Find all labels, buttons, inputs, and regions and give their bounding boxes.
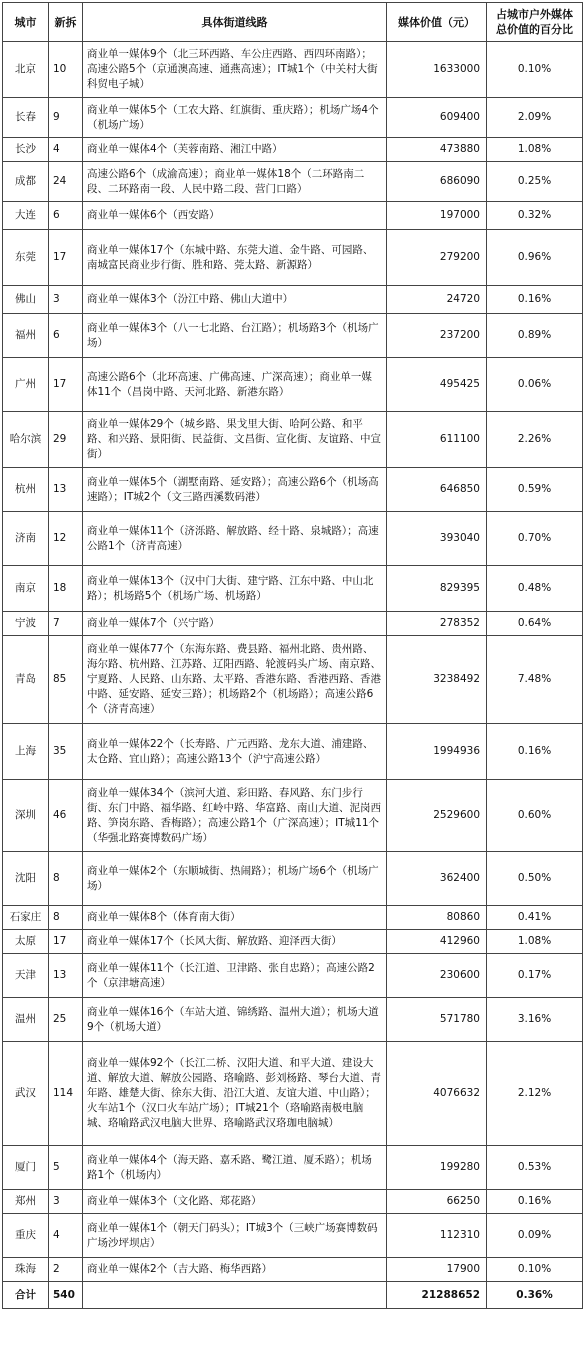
- percentage-cell: 0.59%: [487, 468, 583, 512]
- table-row: [3, 286, 583, 314]
- total-value: 21288652: [387, 1282, 487, 1309]
- header-pct: 占城市户外媒体总价值的百分比: [487, 3, 583, 42]
- table-row: [3, 202, 583, 230]
- new-count-cell: 85: [49, 636, 83, 724]
- city-cell: 南京: [3, 566, 49, 612]
- table-row: [3, 612, 583, 636]
- new-count-cell: 29: [49, 412, 83, 468]
- table-row: [3, 954, 583, 998]
- percentage-cell: 3.16%: [487, 998, 583, 1042]
- percentage-cell: 0.89%: [487, 314, 583, 358]
- route-cell: 商业单一媒体17个（长风大街、解放路、迎泽西大街）: [83, 930, 387, 954]
- media-value-cell: 1633000: [387, 42, 487, 98]
- new-count-cell: 17: [49, 358, 83, 412]
- table-row: [3, 230, 583, 286]
- media-value-cell: 571780: [387, 998, 487, 1042]
- table-row: [3, 724, 583, 780]
- table-row: [3, 998, 583, 1042]
- route-cell: 商业单一媒体8个（体育南大街）: [83, 906, 387, 930]
- city-cell: 广州: [3, 358, 49, 412]
- table-row: [3, 1042, 583, 1146]
- new-count-cell: 5: [49, 1146, 83, 1190]
- table-row: [3, 138, 583, 162]
- media-value-cell: 611100: [387, 412, 487, 468]
- route-cell: 商业单一媒体9个（北三环西路、车公庄西路、西四环南路）；高速公路5个（京通澳高速、通燕高速）；IT城1个（中关村大街科贸电子城）: [83, 42, 387, 98]
- route-cell: 商业单一媒体3个（文化路、郑花路）: [83, 1190, 387, 1214]
- media-value-cell: 66250: [387, 1190, 487, 1214]
- city-cell: 郑州: [3, 1190, 49, 1214]
- header-value: 媒体价值（元）: [387, 3, 487, 42]
- percentage-cell: 0.06%: [487, 358, 583, 412]
- table-row: [3, 780, 583, 852]
- route-cell: 商业单一媒体5个（湖墅南路、延安路）；高速公路6个（机场高速路）；IT城2个（文三路西溪数码港）: [83, 468, 387, 512]
- media-value-cell: 197000: [387, 202, 487, 230]
- city-cell: 天津: [3, 954, 49, 998]
- new-count-cell: 6: [49, 314, 83, 358]
- percentage-cell: 0.09%: [487, 1214, 583, 1258]
- media-value-cell: 80860: [387, 906, 487, 930]
- percentage-cell: 2.09%: [487, 98, 583, 138]
- new-count-cell: 3: [49, 1190, 83, 1214]
- table-row: [3, 468, 583, 512]
- table-row: [3, 42, 583, 98]
- new-count-cell: 3: [49, 286, 83, 314]
- city-cell: 武汉: [3, 1042, 49, 1146]
- percentage-cell: 0.50%: [487, 852, 583, 906]
- percentage-cell: 0.64%: [487, 612, 583, 636]
- city-cell: 重庆: [3, 1214, 49, 1258]
- percentage-cell: 2.12%: [487, 1042, 583, 1146]
- percentage-cell: 0.16%: [487, 286, 583, 314]
- media-value-cell: 412960: [387, 930, 487, 954]
- new-count-cell: 9: [49, 98, 83, 138]
- media-value-cell: 3238492: [387, 636, 487, 724]
- new-count-cell: 6: [49, 202, 83, 230]
- media-value-cell: 278352: [387, 612, 487, 636]
- new-count-cell: 12: [49, 512, 83, 566]
- table-body: [3, 42, 583, 1282]
- city-cell: 成都: [3, 162, 49, 202]
- route-cell: 商业单一媒体3个（八一七北路、台江路）；机场路3个（机场广场）: [83, 314, 387, 358]
- route-cell: 商业单一媒体11个（济泺路、解放路、经十路、泉城路）；高速公路1个（济青高速）: [83, 512, 387, 566]
- new-count-cell: 24: [49, 162, 83, 202]
- media-value-cell: 199280: [387, 1146, 487, 1190]
- city-cell: 宁波: [3, 612, 49, 636]
- media-value-cell: 230600: [387, 954, 487, 998]
- table-row: [3, 314, 583, 358]
- total-new: 540: [49, 1282, 83, 1309]
- new-count-cell: 13: [49, 954, 83, 998]
- header-city: 城市: [3, 3, 49, 42]
- route-cell: 商业单一媒体29个（城乡路、果戈里大街、哈阿公路、和平路、和兴路、景阳街、民益街、文昌街、宣化街、友谊路、中宣街）: [83, 412, 387, 468]
- percentage-cell: 0.10%: [487, 1258, 583, 1282]
- media-value-cell: 279200: [387, 230, 487, 286]
- city-cell: 北京: [3, 42, 49, 98]
- table-row: [3, 1214, 583, 1258]
- city-cell: 深圳: [3, 780, 49, 852]
- table-row: [3, 852, 583, 906]
- percentage-cell: 0.48%: [487, 566, 583, 612]
- media-value-cell: 112310: [387, 1214, 487, 1258]
- new-count-cell: 8: [49, 852, 83, 906]
- new-count-cell: 17: [49, 930, 83, 954]
- city-cell: 哈尔滨: [3, 412, 49, 468]
- route-cell: 商业单一媒体34个（滨河大道、彩田路、春风路、东门步行街、东门中路、福华路、红岭中路、华富路、南山大道、泥岗西路、笋岗东路、香梅路）；高速公路1个（广深高速）；IT城11个（华强北路赛博数码广场）: [83, 780, 387, 852]
- percentage-cell: 0.70%: [487, 512, 583, 566]
- new-count-cell: 25: [49, 998, 83, 1042]
- city-cell: 长春: [3, 98, 49, 138]
- route-cell: 商业单一媒体2个（吉大路、梅华西路）: [83, 1258, 387, 1282]
- route-cell: 商业单一媒体1个（朝天门码头）；IT城3个（三峡广场赛博数码广场沙坪坝店）: [83, 1214, 387, 1258]
- new-count-cell: 4: [49, 138, 83, 162]
- city-cell: 杭州: [3, 468, 49, 512]
- percentage-cell: 0.60%: [487, 780, 583, 852]
- media-value-cell: 686090: [387, 162, 487, 202]
- city-cell: 大连: [3, 202, 49, 230]
- table-row: [3, 412, 583, 468]
- city-cell: 太原: [3, 930, 49, 954]
- table-row: [3, 512, 583, 566]
- percentage-cell: 0.10%: [487, 42, 583, 98]
- city-cell: 温州: [3, 998, 49, 1042]
- city-cell: 沈阳: [3, 852, 49, 906]
- city-cell: 东莞: [3, 230, 49, 286]
- percentage-cell: 0.25%: [487, 162, 583, 202]
- route-cell: 高速公路6个（北环高速、广佛高速、广深高速）；商业单一媒体11个（昌岗中路、天河北路、新港东路）: [83, 358, 387, 412]
- new-count-cell: 35: [49, 724, 83, 780]
- media-value-cell: 362400: [387, 852, 487, 906]
- media-value-cell: 646850: [387, 468, 487, 512]
- total-route: [83, 1282, 387, 1309]
- total-row: [3, 1282, 583, 1309]
- city-cell: 上海: [3, 724, 49, 780]
- percentage-cell: 1.08%: [487, 930, 583, 954]
- total-pct: 0.36%: [487, 1282, 583, 1309]
- route-cell: 商业单一媒体22个（长寿路、广元西路、龙东大道、浦建路、太仓路、宜山路）；高速公路13个（沪宁高速公路）: [83, 724, 387, 780]
- route-cell: 商业单一媒体5个（工农大路、红旗街、重庆路）；机场广场4个（机场广场）: [83, 98, 387, 138]
- total-label: 合计: [3, 1282, 49, 1309]
- percentage-cell: 0.96%: [487, 230, 583, 286]
- route-cell: 商业单一媒体92个（长江二桥、汉阳大道、和平大道、建设大道、解放大道、解放公园路、珞喻路、彭刘杨路、琴台大道、青年路、雄楚大街、徐东大街、沿江大道、友谊大道、中山路）；火车站1个（汉口火车站广场）；IT城21个（珞喻路南极电脑城、珞喻路武汉电脑大世界、珞喻路武汉珞珈电脑城）: [83, 1042, 387, 1146]
- new-count-cell: 2: [49, 1258, 83, 1282]
- city-cell: 济南: [3, 512, 49, 566]
- percentage-cell: 0.53%: [487, 1146, 583, 1190]
- header-route: 具体街道线路: [83, 3, 387, 42]
- route-cell: 商业单一媒体17个（东城中路、东莞大道、金牛路、可园路、南城富民商业步行街、胜和路、莞太路、新源路）: [83, 230, 387, 286]
- percentage-cell: 0.16%: [487, 724, 583, 780]
- media-value-cell: 1994936: [387, 724, 487, 780]
- percentage-cell: 1.08%: [487, 138, 583, 162]
- header-new: 新拆: [49, 3, 83, 42]
- new-count-cell: 17: [49, 230, 83, 286]
- city-cell: 福州: [3, 314, 49, 358]
- route-cell: 商业单一媒体4个（芙蓉南路、湘江中路）: [83, 138, 387, 162]
- route-cell: 商业单一媒体16个（车站大道、锦绣路、温州大道）；机场大道9个（机场大道）: [83, 998, 387, 1042]
- new-count-cell: 7: [49, 612, 83, 636]
- city-cell: 长沙: [3, 138, 49, 162]
- route-cell: 商业单一媒体11个（长江道、卫津路、张自忠路）；高速公路2个（京津塘高速）: [83, 954, 387, 998]
- new-count-cell: 13: [49, 468, 83, 512]
- route-cell: 商业单一媒体77个（东海东路、费县路、福州北路、贵州路、海尔路、杭州路、江苏路、辽阳西路、轮渡码头广场、南京路、宁夏路、人民路、山东路、太平路、香港东路、香港西路、香港中路、延安路、延安三路）；机场路2个（机场路）；高速公路6个（济青高速）: [83, 636, 387, 724]
- percentage-cell: 7.48%: [487, 636, 583, 724]
- route-cell: 商业单一媒体4个（海天路、嘉禾路、鹭江道、厦禾路）；机场路1个（机场内）: [83, 1146, 387, 1190]
- city-cell: 佛山: [3, 286, 49, 314]
- media-value-cell: 24720: [387, 286, 487, 314]
- percentage-cell: 0.32%: [487, 202, 583, 230]
- media-value-cell: 237200: [387, 314, 487, 358]
- city-cell: 厦门: [3, 1146, 49, 1190]
- table-row: [3, 1190, 583, 1214]
- percentage-cell: 0.16%: [487, 1190, 583, 1214]
- media-value-cell: 4076632: [387, 1042, 487, 1146]
- new-count-cell: 114: [49, 1042, 83, 1146]
- media-value-cell: 473880: [387, 138, 487, 162]
- route-cell: 高速公路6个（成渝高速）；商业单一媒体18个（二环路南二段、二环路南一段、人民中路二段、营门口路）: [83, 162, 387, 202]
- route-cell: 商业单一媒体13个（汉中门大街、建宁路、江东中路、中山北路）；机场路5个（机场广场、机场路）: [83, 566, 387, 612]
- table-row: [3, 930, 583, 954]
- table-row: [3, 1146, 583, 1190]
- new-count-cell: 8: [49, 906, 83, 930]
- media-value-cell: 495425: [387, 358, 487, 412]
- percentage-cell: 0.17%: [487, 954, 583, 998]
- table-row: [3, 906, 583, 930]
- percentage-cell: 2.26%: [487, 412, 583, 468]
- city-cell: 青岛: [3, 636, 49, 724]
- media-value-cell: 17900: [387, 1258, 487, 1282]
- table-row: [3, 636, 583, 724]
- route-cell: 商业单一媒体2个（东顺城街、热闹路）；机场广场6个（机场广场）: [83, 852, 387, 906]
- media-value-cell: 393040: [387, 512, 487, 566]
- table-row: [3, 1258, 583, 1282]
- table-row: [3, 162, 583, 202]
- media-value-cell: 609400: [387, 98, 487, 138]
- new-count-cell: 18: [49, 566, 83, 612]
- table-row: [3, 98, 583, 138]
- new-count-cell: 4: [49, 1214, 83, 1258]
- new-count-cell: 46: [49, 780, 83, 852]
- route-cell: 商业单一媒体6个（西安路）: [83, 202, 387, 230]
- city-cell: 石家庄: [3, 906, 49, 930]
- header-row: [3, 3, 583, 42]
- media-table: [2, 2, 583, 1309]
- media-value-cell: 829395: [387, 566, 487, 612]
- route-cell: 商业单一媒体3个（汾江中路、佛山大道中）: [83, 286, 387, 314]
- city-cell: 珠海: [3, 1258, 49, 1282]
- table-row: [3, 358, 583, 412]
- percentage-cell: 0.41%: [487, 906, 583, 930]
- table-row: [3, 566, 583, 612]
- new-count-cell: 10: [49, 42, 83, 98]
- media-value-cell: 2529600: [387, 780, 487, 852]
- route-cell: 商业单一媒体7个（兴宁路）: [83, 612, 387, 636]
